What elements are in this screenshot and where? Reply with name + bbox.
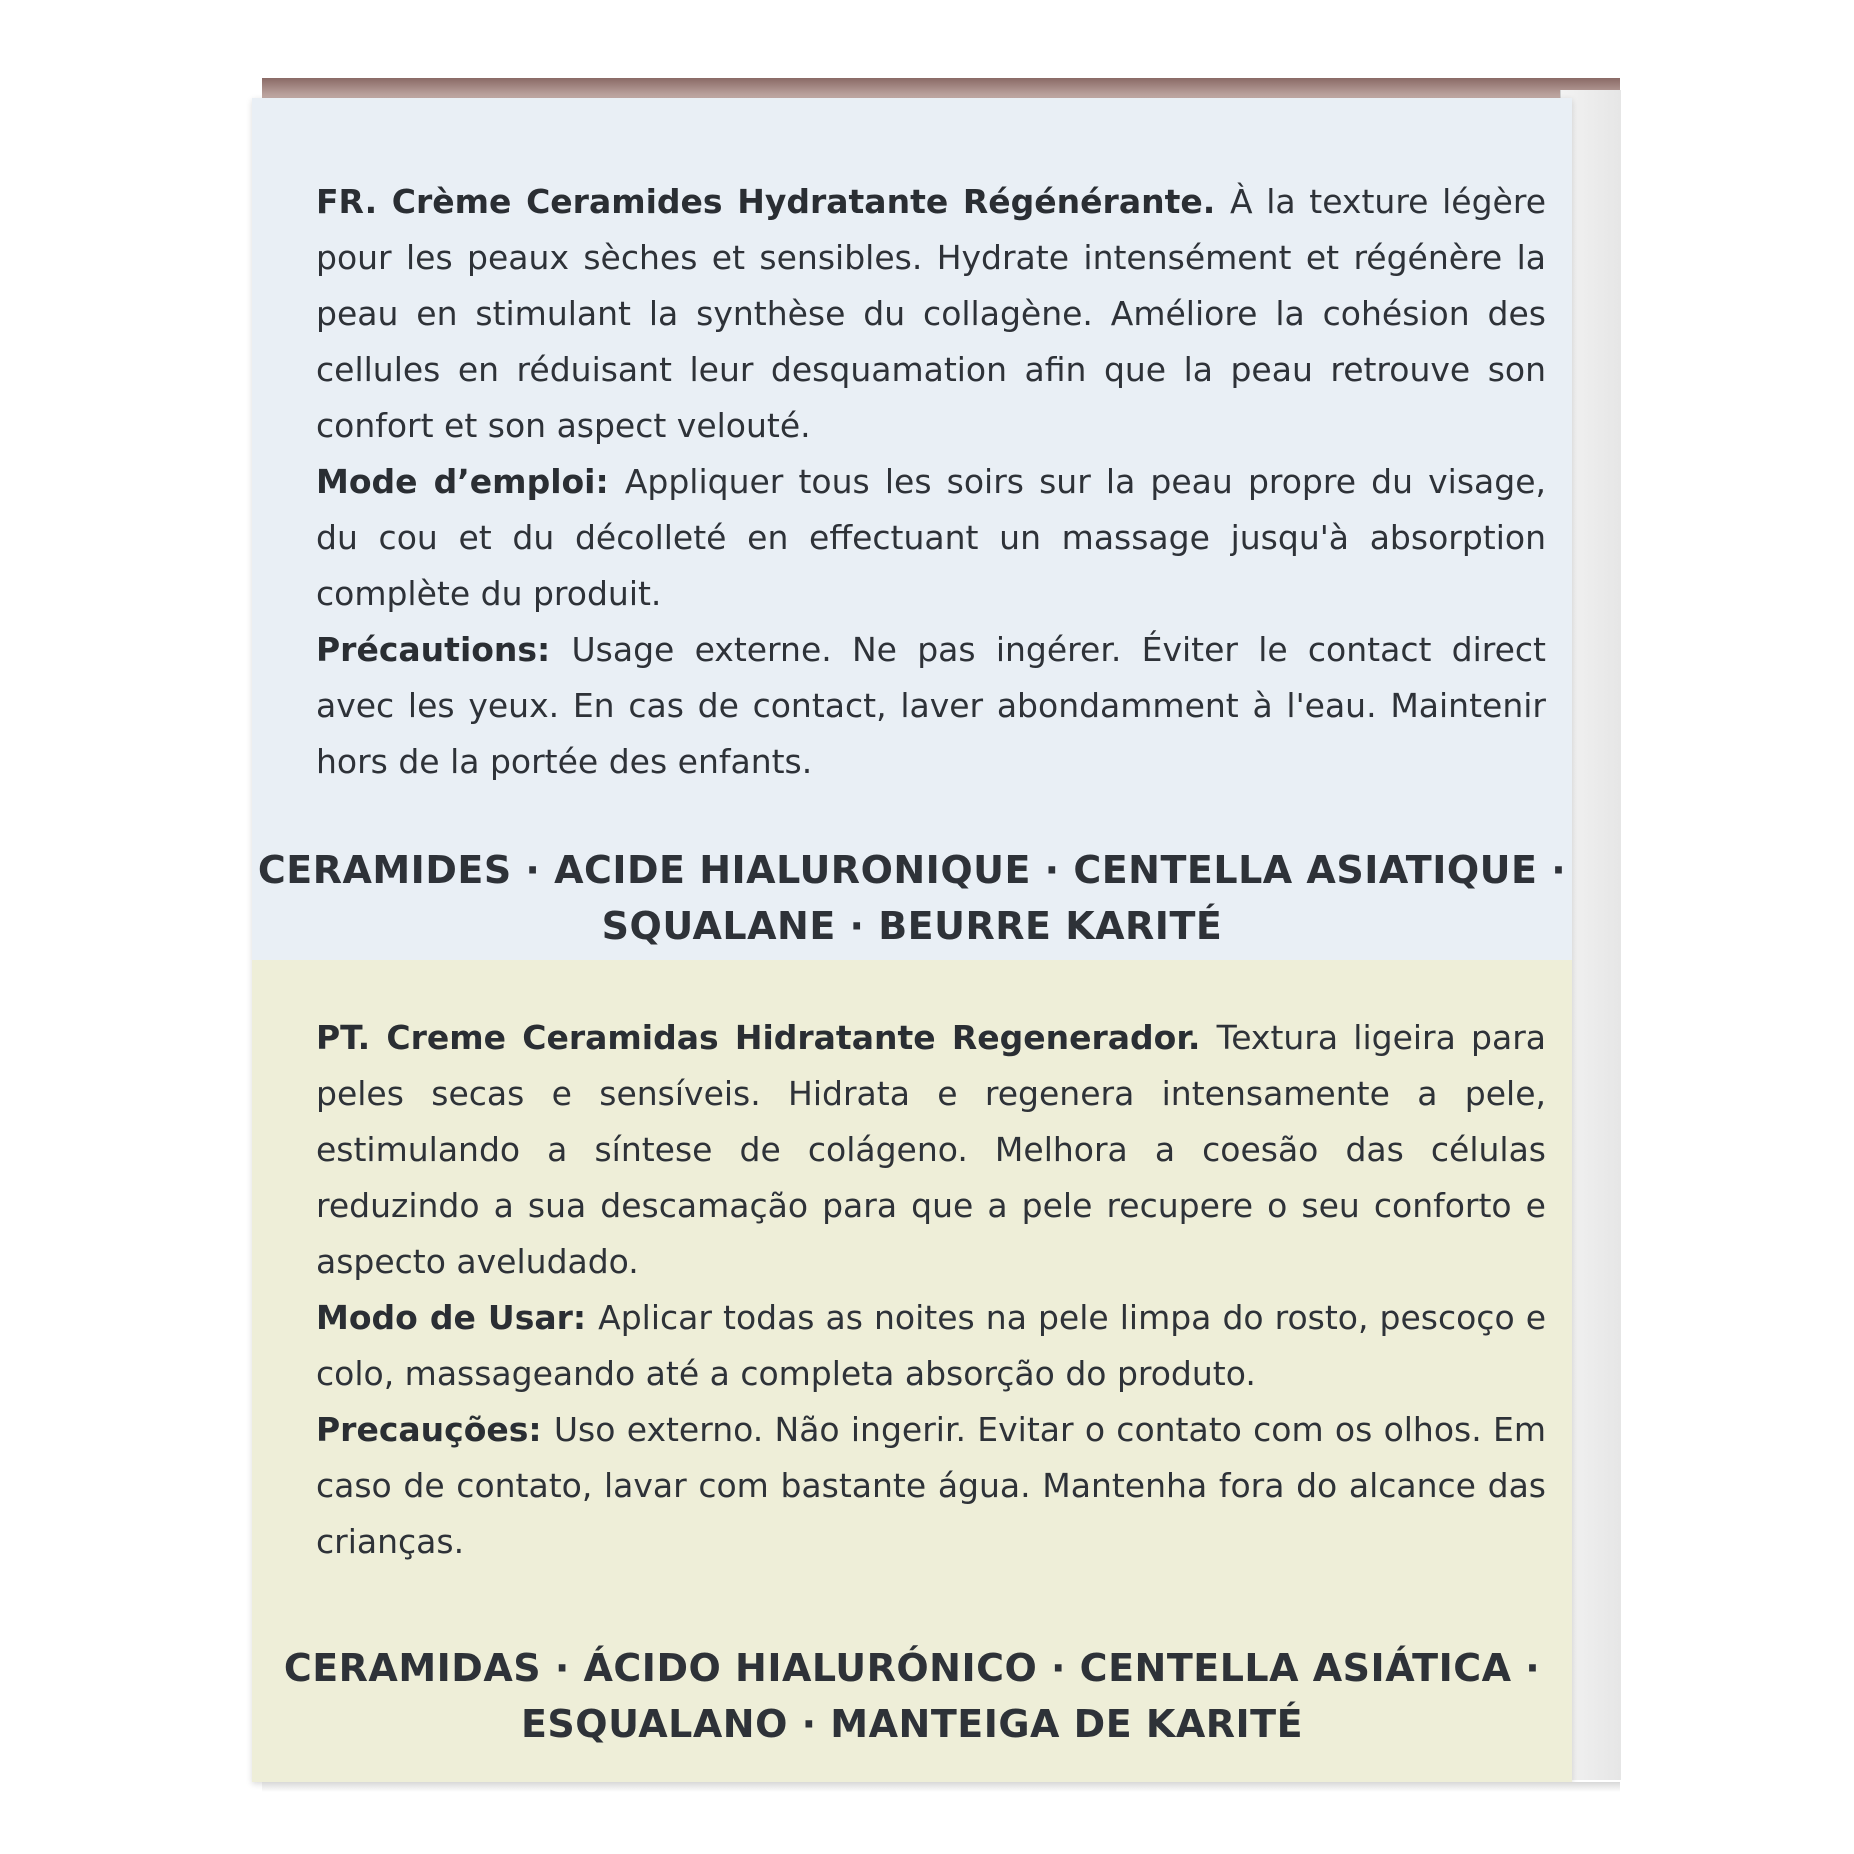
- portuguese-precautions-paragraph: [316, 1402, 1546, 1570]
- portuguese-precautions-label: Precauções:: [316, 1410, 554, 1449]
- portuguese-usage-text: Aplicar todas as noites na pele limpa do rosto, pescoço e colo, massageando até a completa absorção do produto.: [316, 1298, 1547, 1393]
- portuguese-description-paragraph: [316, 1010, 1546, 1290]
- french-text-block: [316, 174, 1546, 790]
- portuguese-ingredients-line-1: CERAMIDAS · ÁCIDO HIALURÓNICO · CENTELLA ASIÁTICA ·: [283, 1646, 1541, 1690]
- french-precautions-paragraph: [316, 622, 1546, 790]
- french-description-paragraph: [316, 174, 1546, 454]
- french-ingredients: [252, 842, 1572, 954]
- portuguese-product-title: PT. Creme Ceramidas Hidratante Regenerador.: [316, 1018, 1217, 1057]
- box-top-edge: [262, 78, 1620, 100]
- portuguese-description: Textura ligeira para peles secas e sensíveis. Hidrata e regenera intensamente a pele, estimulando a síntese de colágeno. Melhora a coesão das células reduzindo a sua descamação para que a pele recupere o seu conforto e aspecto aveludado.: [316, 1018, 1546, 1281]
- french-usage-label: Mode d’emploi:: [316, 462, 625, 501]
- french-ingredients-line-1: CERAMIDES · ACIDE HIALURONIQUE · CENTELLA ASIATIQUE ·: [257, 848, 1567, 892]
- portuguese-ingredients-line-2: ESQUALANO · MANTEIGA DE KARITÉ: [520, 1702, 1304, 1746]
- french-usage-paragraph: [316, 454, 1546, 622]
- box-bottom-shadow: [262, 1782, 1620, 1792]
- french-description: À la texture légère pour les peaux sèches et sensibles. Hydrate intensément et régénère la peau en stimulant la synthèse du collagène. Améliore la cohésion des cellules en réduisant leur desquamation afin que la peau retrouve son confort et son aspect velouté.: [316, 182, 1546, 445]
- portuguese-usage-paragraph: [316, 1290, 1546, 1402]
- french-precautions-label: Précautions:: [316, 630, 572, 669]
- french-precautions-text: Usage externe. Ne pas ingérer. Éviter le contact direct avec les yeux. En cas de contact, laver abondamment à l'eau. Maintenir hors de la portée des enfants.: [316, 630, 1546, 781]
- portuguese-precautions-text: Uso externo. Não ingerir. Evitar o contato com os olhos. Em caso de contato, lavar com bastante água. Mantenha fora do alcance das crianças.: [316, 1410, 1546, 1561]
- french-usage-text: Appliquer tous les soirs sur la peau propre du visage, du cou et du décolleté en effectuant un massage jusqu'à absorption complète du produit.: [316, 462, 1547, 613]
- french-ingredients-line-2: SQUALANE · BEURRE KARITÉ: [601, 904, 1223, 948]
- portuguese-text-block: [316, 1010, 1546, 1570]
- french-product-title: FR. Crème Ceramides Hydratante Régénérante.: [316, 182, 1230, 221]
- portuguese-ingredients: [252, 1640, 1572, 1752]
- portuguese-usage-label: Modo de Usar:: [316, 1298, 599, 1337]
- product-box-back: [252, 98, 1572, 1782]
